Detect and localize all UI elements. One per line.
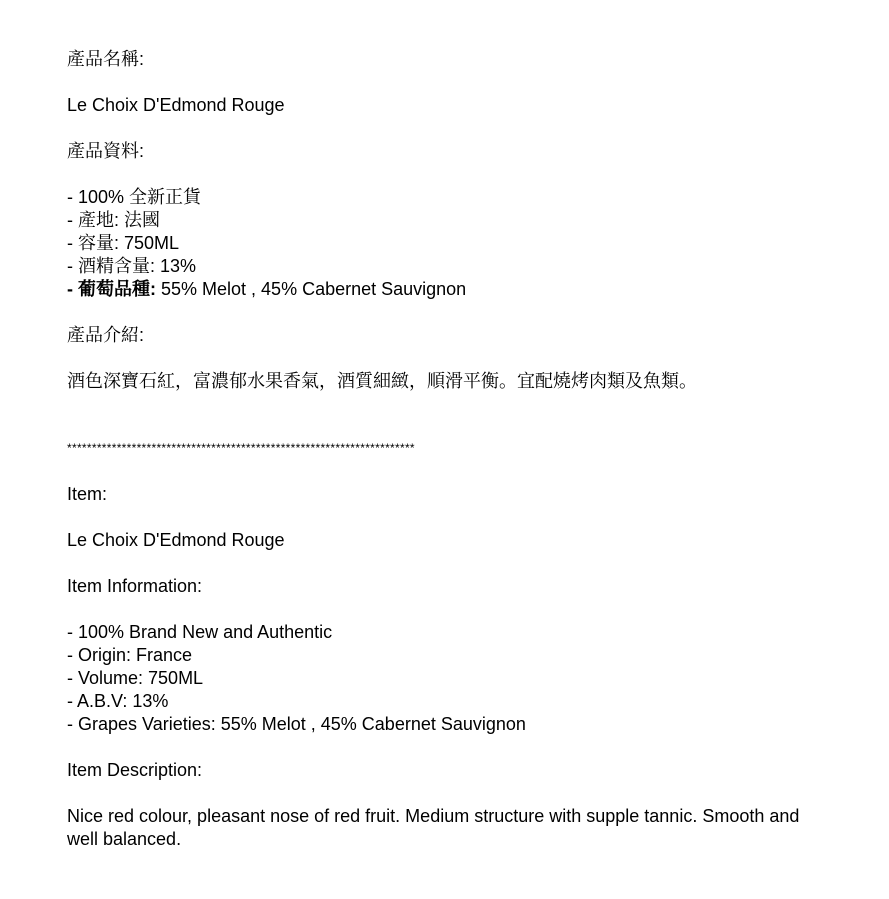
zh-grapes-line: [67, 278, 827, 301]
divider-line: **********************************************************************: [67, 441, 415, 455]
zh-info-item: - 產地: 法國: [67, 210, 160, 230]
spacer: [67, 117, 827, 140]
en-info-item: - Volume: 750ML: [67, 668, 204, 688]
en-info-item: - Grapes Varieties: 55% Melot , 45% Cabernet Sauvignon: [67, 714, 526, 734]
spacer: [67, 71, 827, 94]
zh-desc-label: 產品介紹:: [67, 325, 145, 345]
zh-info-label: 產品資料:: [67, 141, 145, 161]
spacer: [67, 460, 827, 483]
zh-name-label: 產品名稱:: [67, 49, 145, 69]
spacer: [67, 506, 827, 529]
en-info-label: Item Information:: [67, 576, 203, 596]
zh-desc-text: 酒色深寶石紅，富濃郁水果香氣，酒質細緻，順滑平衡。宜配燒烤肉類及魚類。: [67, 371, 697, 391]
en-info-item: - A.B.V: 13%: [67, 691, 169, 711]
spacer: [67, 782, 827, 805]
spacer: [67, 393, 827, 437]
zh-grapes-label: - 葡萄品種:: [67, 279, 156, 299]
zh-info-item: - 容量: 750ML: [67, 233, 180, 253]
en-info-item: - 100% Brand New and Authentic: [67, 622, 333, 642]
spacer: [67, 347, 827, 370]
en-desc-label: Item Description:: [67, 760, 203, 780]
zh-info-item: - 100% 全新正貨: [67, 187, 202, 207]
en-info-item: - Origin: France: [67, 645, 193, 665]
spacer: [67, 598, 827, 621]
product-description: [67, 48, 827, 851]
en-name-value: Le Choix D'Edmond Rouge: [67, 530, 285, 550]
spacer: [67, 552, 827, 575]
zh-grapes-value: 55% Melot , 45% Cabernet Sauvignon: [156, 279, 467, 299]
spacer: [67, 163, 827, 186]
spacer: [67, 736, 827, 759]
zh-info-item: - 酒精含量: 13%: [67, 256, 197, 276]
zh-name-value: Le Choix D'Edmond Rouge: [67, 95, 285, 115]
en-name-label: Item:: [67, 484, 108, 504]
en-desc-text: Nice red colour, pleasant nose of red fruit. Medium structure with supple tannic. Smooth and well balanced.: [67, 806, 800, 849]
spacer: [67, 301, 827, 324]
